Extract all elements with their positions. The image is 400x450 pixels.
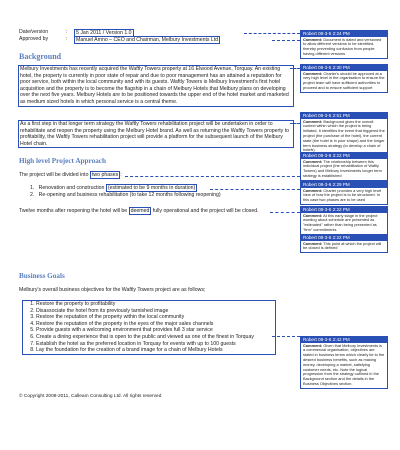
comment-title: Robert 08-3-5 2:24 PM [301,31,387,37]
approach-intro-colon: : [120,172,122,178]
two-phases-highlight: two phases [91,172,119,178]
goal-item: 5. Provide guests with a welcoming environment that provides full 3 star service [36,327,274,334]
goal-item: 1. Restore the property to profitability [36,301,274,308]
comment-title: Robert 08-3-5 2:30 PM [301,65,387,71]
approach-closing [19,208,259,215]
comment-body [301,159,387,180]
goal-item: 2. Disassociate the hotel from its previously tarnished image [36,308,274,315]
comment-connector [272,40,300,41]
goal-item: 3. Restore the reputation of the property within the local community [36,314,274,321]
comment-connector [270,212,300,213]
comment-body [301,37,387,58]
comment-title: Robert 08-3-6 2:22 PM [301,207,387,213]
comment-balloon[interactable] [300,181,388,205]
comment-connector [125,176,300,177]
approved-label: Approved by [19,36,49,42]
approved-separator: : [66,36,68,42]
comment-body [301,188,387,204]
comment-connector [272,336,300,337]
comment-text: Charter provides a very high level view of how the project is to be structured. In this case two phases are to be used [303,187,382,203]
comment-text: At this early stage in the project wording about schedule are presented as "estimated" rather than being presented as "firm" commitments [303,212,378,232]
comment-balloon[interactable] [300,112,388,155]
comment-label: Comment: [303,187,323,193]
comment-balloon[interactable] [300,152,388,181]
comment-balloon[interactable] [300,336,388,389]
comment-body [301,343,387,388]
comment-title: Robert 08-3-6 2:29 PM [301,182,387,188]
date-label: Date/version [19,29,49,35]
comment-title: Robert 08-3-6 2:42 PM [301,337,387,343]
background-heading: Background [19,52,62,61]
comment-title: Robert 08-3-5 2:51 PM [301,113,387,119]
step-1-text: Renovation and construction [38,185,105,191]
comment-balloon[interactable] [300,234,388,253]
approach-intro-text: The project will be divided into [19,172,89,178]
comment-title: Robert 08-3-6 2:22 PM [301,235,387,241]
comment-balloon[interactable] [300,64,388,93]
comment-text: The relationship between this individual project (the rehabilitation of Waftly Towers) and Melbury Investments longer term strategy is established [303,158,382,178]
comment-text: Given that Melbury Investments is a commercial organisation, objectives are stated in business terms which clearly tie to the desired business benefits, such as making money, developing a market, satisfying customer needs, etc. Note the logical progression from the strategy outlined in the Background section and the details in the Business Objectives section. [303,342,385,386]
closing-text-b: fully operational and the project will be closed. [151,208,259,214]
comment-body [301,119,387,155]
goals-intro: Melbury's overall business objectives for the Waftly Towers project are as follows; [19,287,206,293]
date-separator: : [66,29,68,35]
approved-value: Manuel Amno – CEO and Chairman, Melbury Investments Ltd [76,36,219,43]
copyright-footer: © Copyright 2008-2011, Calleam Consulting Ltd. All rights reserved [19,394,162,399]
comment-connector [290,68,300,69]
comment-connector [210,189,300,190]
comment-text: Background gives the overall context within which the project is being initiated. It identifies the event that triggered the project (the purchase of the hotel), the current state (the hotel is in poor shape) and the longer term business strategy (to develop a chain of hotels) [303,118,385,153]
background-paragraph-1: Melbury Investments has recently acquired the Waftly Towers property at 16 Elwood Avenue, Torquay. An existing hotel, the property is currently in poor state of repair and due to poor management has an attained a reputation for poor service, both within the local community and with its guests. Waftly Towers is Melbury Investment's first hotel acquisition and the property is to become the flagship in a chain of Melbury Hotels that Melbury plans on developing over the next five years. Melbury Hotels are to be positioned towards the upper end of the hotel market and marketed as medium sized hotels in which personal service is a central theme. [18,65,294,107]
step-2-text: Re-opening and business rehabilitation (to take 12 months following reopening) [38,192,221,198]
approach-step-1: 1. Renovation and construction (estimated to be 9 months in duration) [30,185,196,191]
approach-heading: High level Project Approach [19,157,106,165]
closing-text-a: Twelve months after reopening the hotel will be [19,208,128,214]
comment-balloon[interactable] [300,206,388,235]
date-value: 5 Jan 2011 / Version 1.0 [76,29,132,36]
comment-balloon[interactable] [300,30,388,59]
comment-connector [244,33,300,34]
comment-label: Comment: [303,158,323,164]
comment-text: Charter's should be approved at a very high level in the organisation to ensure the project team will have sufficient authorities to proceed and to ensure sufficient support [303,70,385,90]
comment-title: Robert 08-3-6 3:22 PM [301,153,387,159]
deemed-highlight: deemed [130,208,150,214]
comment-label: Comment: [303,118,323,124]
comment-body [301,71,387,92]
goal-item: 6. Create a dining experience that is open to the public and viewed as one of the finest in Torquay [36,334,274,341]
comment-label: Comment: [303,342,323,348]
goals-list [22,300,276,355]
goal-item: 4. Restore the reputation of the property in the eyes of the major sales channels [36,321,274,328]
comment-label: Comment: [303,212,323,218]
comment-text: Document is dated and versioned to allow different versions to be identified, thereby preventing confusion from people having different versions [303,36,382,56]
approach-step-2: 2. Re-opening and business rehabilitation (to take 12 months following reopening) [30,192,221,198]
comment-connector [290,123,300,124]
comment-body [301,241,387,253]
goal-item: 8. Lay the foundation for the creation of a brand image for a chain of Melbury Hotels [36,347,274,354]
goal-item: 7. Establish the hotel as the preferred location in Torquay for events with up to 100 guests [36,341,274,348]
goals-heading: Business Goals [19,272,65,280]
comment-label: Comment: [303,36,323,42]
comment-text: This point at which the project will be closed is defined [303,240,382,251]
step-1-highlight: (estimated to be 9 months in duration) [107,185,196,191]
comment-label: Comment: [303,70,323,76]
comment-label: Comment: [303,240,323,246]
comment-body [301,213,387,234]
approach-intro [19,172,122,179]
background-paragraph-2: As a first step in that longer term strategy the Waftly Towers rehabilitation project will be undertaken in order to rehabilitate and reopen the property using the Melbury Hotel brand. As well as returning the Waftly Towers property to profitability, the Waftly Towers rehabilitation project will provide a platform for the subsequent launch of the Melbury Hotel chain. [18,120,294,148]
